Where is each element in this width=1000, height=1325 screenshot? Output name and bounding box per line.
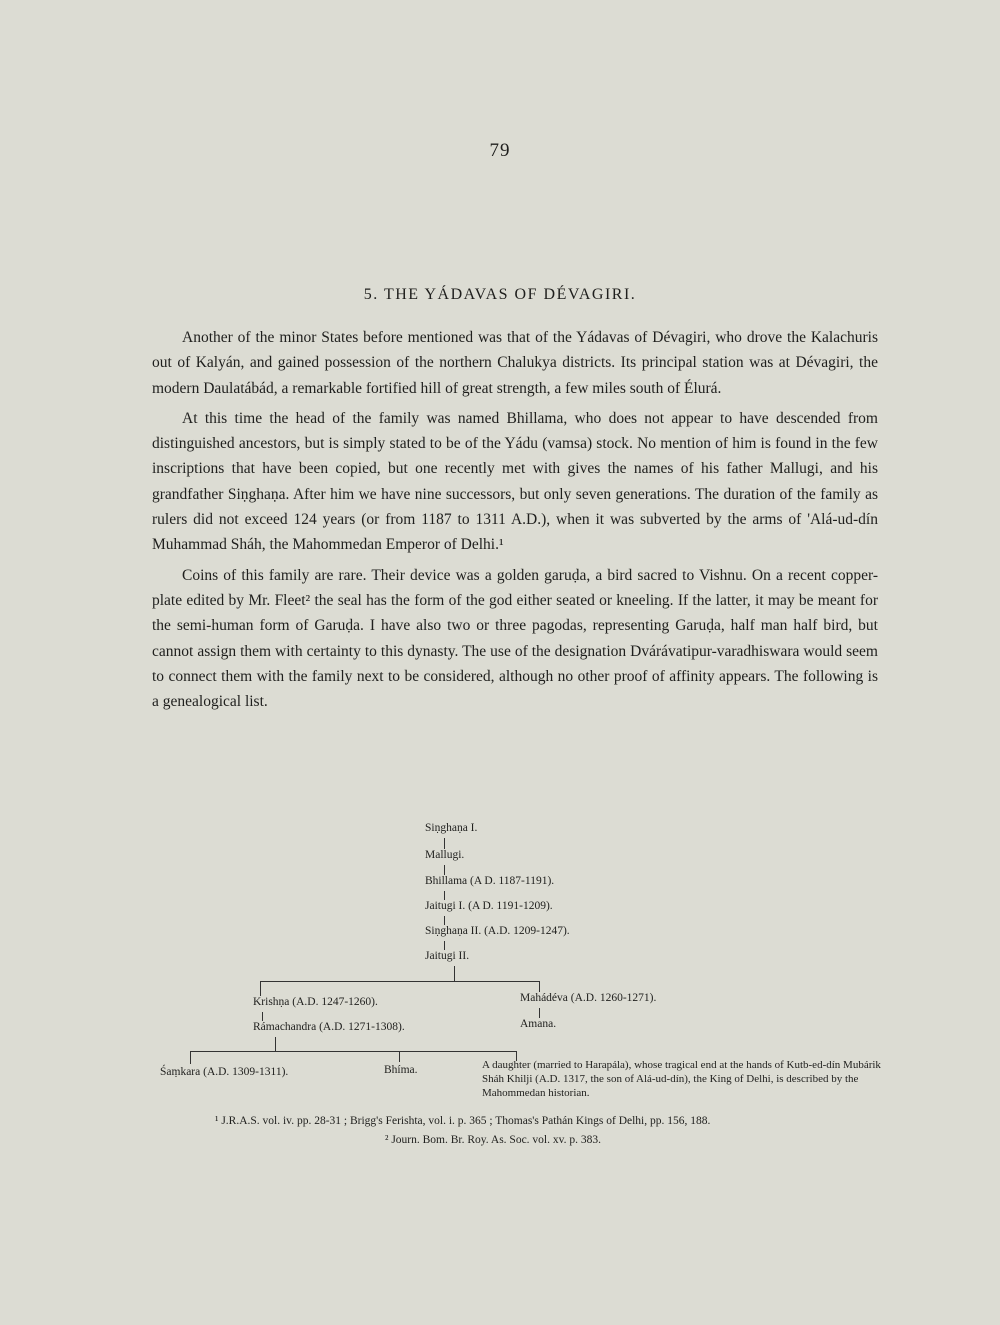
tree-connector [444, 891, 445, 900]
paragraph-3: Coins of this family are rare. Their device was a golden garuḍa, a bird sacred to Vishnu. On a recent copper-plate edited by Mr. Fleet² the seal has the form of the god either seated or kneeling. If the latter, it may be meant for the semi-human form of Garuḍa. I have also two or three pagodas, representing Garuḍa, half man half bird, but cannot assign them with certainty to this dynasty. The use of the designation Dvárávatipur-varadhiswara would seem to connect them with the family next to be considered, although no other proof of affinity appears. The following is a genealogical list. [152, 566, 878, 711]
genealogy-jaitugi-2: Jaitugi II. [425, 950, 470, 962]
genealogy-mallugi: Mallugi. [425, 849, 465, 861]
tree-connector [190, 1051, 191, 1064]
tree-connector [399, 1051, 400, 1062]
genealogy-ramachandra: Rámachandra (A.D. 1271-1308). [253, 1021, 405, 1033]
tree-connector [444, 941, 445, 950]
page-number: 79 [489, 140, 511, 161]
genealogy-jaitugi-1: Jaitugi I. (A D. 1191-1209). [425, 900, 553, 912]
genealogy-bhima: Bhíma. [384, 1064, 418, 1076]
genealogy-daughter: A daughter (married to Harapála), whose tragical end at the hands of Kutb-ed-dín Mubárik Sháh Khilji (A.D. 1317, the son of Alá-ud-dín), the King of Delhi, is described by the Mahommedan historian. [482, 1059, 881, 1099]
genealogy-samkara: Śaṃkara (A.D. 1309-1311). [160, 1066, 289, 1078]
tree-connector [444, 916, 445, 925]
tree-connector [539, 981, 540, 992]
tree-connector [260, 981, 261, 996]
tree-connector [444, 865, 445, 875]
chapter-title: 5. THE YÁDAVAS OF DÉVAGIRI. [363, 286, 637, 303]
tree-connector [262, 1012, 263, 1021]
genealogy-bhillama: Bhillama (A D. 1187-1191). [425, 875, 555, 887]
paragraph-2: At this time the head of the family was named Bhillama, who does not appear to have descended from distinguished ancestors, but is simply stated to be of the Yádu (vamsa) stock. No mention of him is found in the few inscriptions that have been copied, but one recently met with gives the names of his father Mallugi, and his grandfather Siṇghaṇa. After him we have nine successors, but only seven generations. The duration of the family as rulers did not exceed 124 years (or from 1187 to 1311 A.D.), when it was subverted by the arms of 'Alá-ud-dín Muhammad Sháh, the Mahommedan Emperor of Delhi.¹ [152, 409, 878, 554]
tree-connector [454, 966, 455, 981]
genealogy-krishna: Krishṇa (A.D. 1247-1260). [253, 996, 378, 1008]
genealogy-mahadeva: Mahádéva (A.D. 1260-1271). [520, 992, 657, 1004]
tree-connector [260, 981, 540, 982]
footnote-2: ² Journ. Bom. Br. Roy. As. Soc. vol. xv. p. 383. [385, 1134, 602, 1146]
tree-connector [539, 1008, 540, 1018]
paragraph-1: Another of the minor States before mentioned was that of the Yádavas of Dévagiri, who drove the Kalachuris out of Kalyán, and gained possession of the northern Chalukya districts. Its principal station was at Dévagiri, the modern Daulatábád, a remarkable fortified hill of great strength, a few miles south of Élurá. [152, 329, 878, 397]
tree-connector [190, 1051, 517, 1052]
genealogy-singhana-1: Siṇghaṇa I. [425, 822, 478, 834]
tree-connector [444, 838, 445, 849]
footnote-1: ¹ J.R.A.S. vol. iv. pp. 28-31 ; Brigg's Ferishta, vol. i. p. 365 ; Thomas's Pathán Kings of Delhi, pp. 156, 188. [215, 1115, 711, 1127]
genealogy-singhana-2: Siṇghaṇa II. (A.D. 1209-1247). [425, 925, 570, 937]
tree-connector [275, 1037, 276, 1051]
genealogy-amana: Amana. [520, 1018, 557, 1030]
